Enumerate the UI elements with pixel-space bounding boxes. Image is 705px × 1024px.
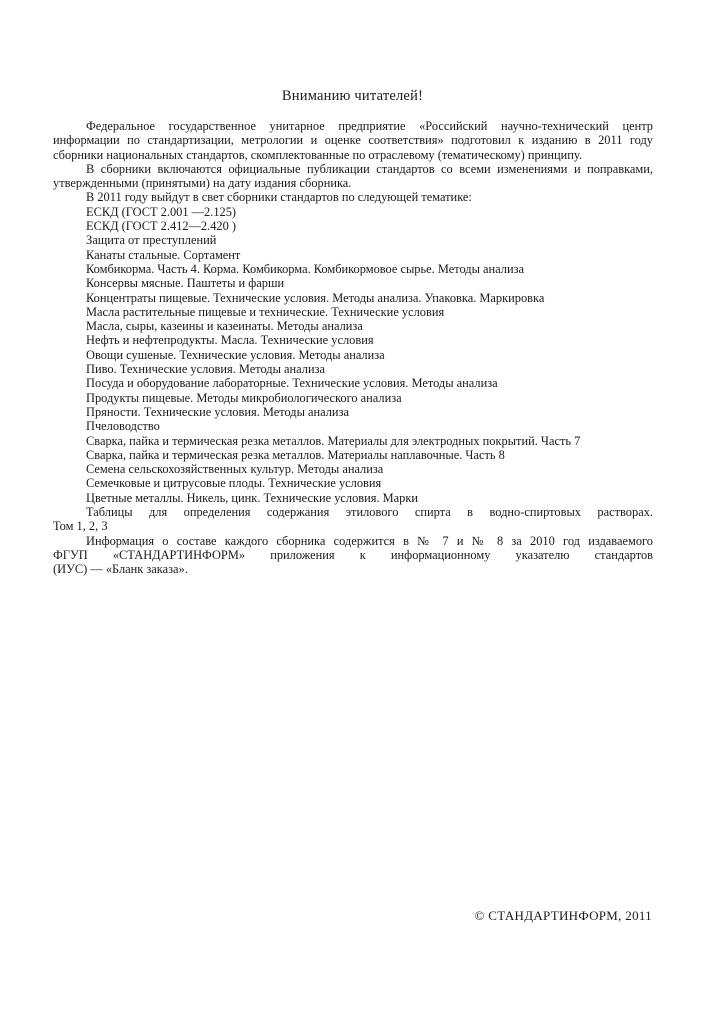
page-title: Вниманию читателей! bbox=[281, 88, 424, 104]
list-item: Цветные металлы. Никель, цинк. Технические условия. Марки bbox=[86, 490, 419, 505]
info-line: ФГУП «СТАНДАРТИНФОРМ» приложения к информационному указателю стандартов bbox=[53, 547, 653, 562]
list-item: ЕСКД (ГОСТ 2.412—2.420 ) bbox=[86, 219, 237, 234]
copyright-footer: © СТАНДАРТИНФОРМ, 2011 bbox=[474, 908, 652, 923]
list-item: Комбикорма. Часть 4. Корма. Комбикорма. Комбикормовое сырье. Методы анализа bbox=[86, 261, 524, 276]
topics-paragraph: В 2011 году выйдут в свет сборники стандартов по следующей тематике: bbox=[86, 190, 472, 205]
list-item: Семена сельскохозяйственных культур. Методы анализа bbox=[86, 462, 384, 477]
list-item: Нефть и нефтепродукты. Масла. Технические условия bbox=[86, 333, 374, 348]
list-item: Пряности. Технические условия. Методы анализа bbox=[86, 404, 349, 419]
list-item: Пчеловодство bbox=[86, 419, 160, 434]
list-item: Канаты стальные. Сортамент bbox=[86, 247, 241, 262]
list-item: Посуда и оборудование лабораторные. Технические условия. Методы анализа bbox=[86, 376, 498, 391]
list-item: Овощи сушеные. Технические условия. Методы анализа bbox=[86, 347, 385, 362]
info-line: (ИУС) — «Бланк заказа». bbox=[53, 562, 188, 577]
list-item: Масла, сыры, казеины и казеинаты. Методы анализа bbox=[86, 319, 363, 334]
intro-paragraph: Федеральное государственное унитарное предприятие «Российский научно-технический центр информации по стандартизации, метрологии и оценке соответствия» подготовил к изданию в 2011 году сборники национальных стандартов, скомплектованные по отраслевому (тематическому) принципу. bbox=[53, 119, 653, 162]
document-body bbox=[53, 119, 653, 577]
list-item: Сварка, пайка и термическая резка металлов. Материалы для электродных покрытий. Часть 7 bbox=[86, 433, 581, 448]
info-line: Информация о составе каждого сборника содержится в № 7 и № 8 за 2010 год издаваемого bbox=[86, 533, 653, 548]
list-item: Сварка, пайка и термическая резка металлов. Материалы наплавочные. Часть 8 bbox=[86, 447, 505, 462]
contents-paragraph: В сборники включаются официальные публикации стандартов со всеми изменениями и поправками, утвержденными (принятыми) на дату издания сборника. bbox=[53, 161, 653, 191]
list-item: Масла растительные пищевые и технические. Технические условия bbox=[86, 304, 445, 319]
list-item-tables bbox=[53, 505, 653, 534]
list-item: Концентраты пищевые. Технические условия. Методы анализа. Упаковка. Маркировка bbox=[86, 290, 545, 305]
list-item: Продукты пищевые. Методы микробиологического анализа bbox=[86, 390, 402, 405]
list-item: Семечковые и цитрусовые плоды. Технические условия bbox=[86, 476, 382, 491]
list-item-line: Таблицы для определения содержания этилового спирта в водно-спиртовых растворах. bbox=[86, 505, 653, 520]
list-item: ЕСКД (ГОСТ 2.001 —2.125) bbox=[86, 204, 237, 219]
info-paragraph bbox=[53, 534, 653, 577]
list-item: Консервы мясные. Паштеты и фарши bbox=[86, 276, 285, 291]
list-item: Защита от преступлений bbox=[86, 233, 217, 248]
list-item: Пиво. Технические условия. Методы анализа bbox=[86, 362, 325, 377]
collections-list bbox=[53, 205, 653, 534]
list-item-line: Том 1, 2, 3 bbox=[53, 519, 108, 534]
